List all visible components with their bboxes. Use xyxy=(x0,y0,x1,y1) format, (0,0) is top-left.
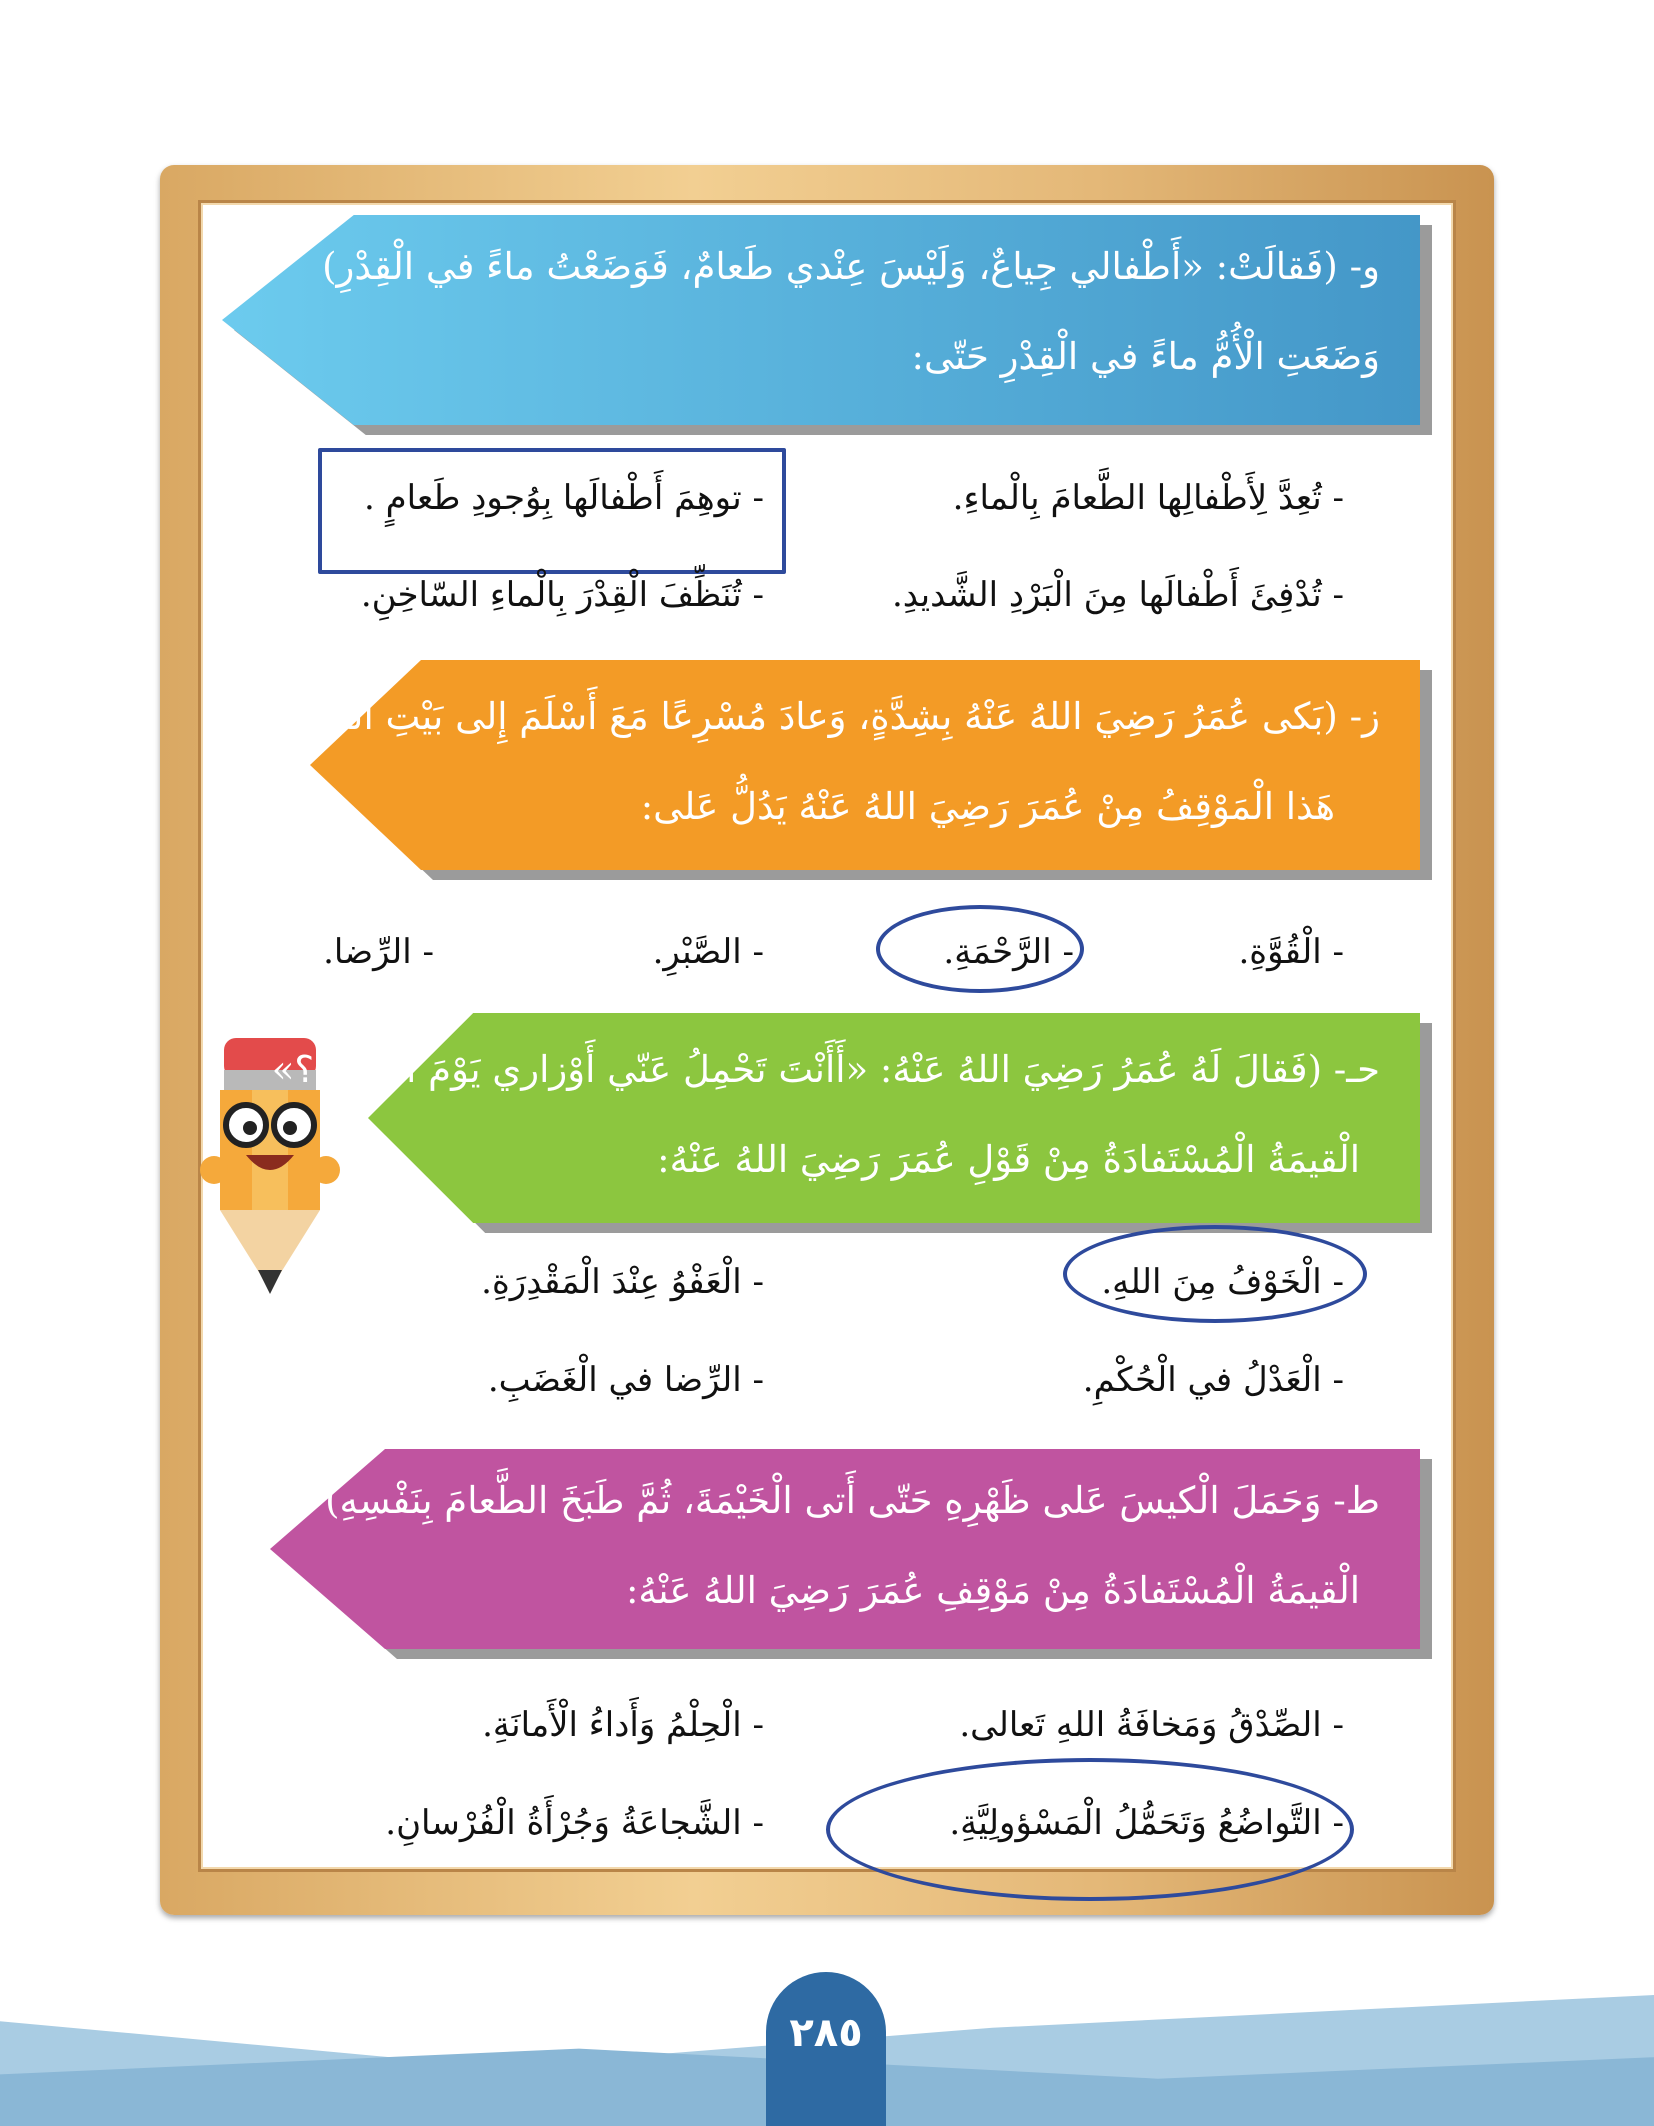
question-waw-quote: و- (فَقالَتْ: «أَطْفالي جِياعٌ، وَلَيْسَ عِنْدي طَعامٌ، فَوَضَعْتُ ماءً في الْقِدْرِ) xyxy=(322,245,1380,288)
answer-box-mark xyxy=(318,448,786,574)
option-ha-1[interactable]: - الْخَوْفُ مِنَ اللهِ. xyxy=(1101,1262,1344,1302)
option-waw-3[interactable]: - تُدْفِئَ أَطْفالَها مِنَ الْبَرْدِ الشَّديدِ. xyxy=(891,575,1344,615)
option-waw-2[interactable]: - توهِمَ أَطْفالَها بِوُجودِ طَعامٍ . xyxy=(364,478,764,518)
question-ha-quote: حـ- (فَقالَ لَهُ عُمَرُ رَضِيَ اللهُ عَنْهُ: «أَأَنْتَ تَحْمِلُ عَنّي أَوْزاري يَوْمَ الْقِيامَةِ؟» xyxy=(271,1048,1380,1091)
option-ta-4[interactable]: - الشَّجاعَةُ وَجُرْأَةُ الْفُرْسانِ. xyxy=(385,1803,764,1843)
question-zay-prompt: هَذا الْمَوْقِفُ مِنْ عُمَرَ رَضِيَ اللهُ عَنْهُ يَدُلُّ عَلى: xyxy=(640,785,1335,828)
option-ha-4[interactable]: - الرِّضا في الْغَضَبِ. xyxy=(487,1360,764,1400)
option-zay-2[interactable]: - الرَّحْمَةِ. xyxy=(943,932,1074,972)
question-waw-prompt: وَضَعَتِ الْأُمُّ ماءً في الْقِدْرِ حَتّى: xyxy=(911,335,1380,378)
question-ha-prompt: الْقيمَةُ الْمُسْتَفادَةُ مِنْ قَوْلِ عُمَرَ رَضِيَ اللهُ عَنْهُ: xyxy=(657,1138,1360,1181)
option-zay-1[interactable]: - الْقُوَّةِ. xyxy=(1238,932,1344,972)
option-waw-4[interactable]: - تُنَظِّفَ الْقِدْرَ بِالْماءِ السّاخِنِ. xyxy=(360,575,764,615)
question-waw-banner xyxy=(222,215,1420,425)
question-ta-quote: ط- وَحَمَلَ الْكيسَ عَلى ظَهْرِهِ حَتّى أَتى الْخَيْمَةَ، ثُمَّ طَبَخَ الطَّعامَ بِنَفْسِهِ) xyxy=(325,1479,1380,1522)
answer-circle-mark xyxy=(826,1758,1354,1901)
question-zay-banner xyxy=(248,660,1420,870)
answer-circle-mark xyxy=(1063,1225,1367,1323)
option-zay-4[interactable]: - الرِّضا. xyxy=(323,932,434,972)
question-zay-quote: ز- (بَكى عُمَرُ رَضِيَ اللهُ عَنْهُ بِشِدَّةٍ، وَعادَ مُسْرِعًا مَعَ أَسْلَمَ إِلى بَيْتِ الصَّدَقَةِ) xyxy=(248,695,1380,738)
option-waw-1[interactable]: - تُعِدَّ لِأَطْفالِها الطَّعامَ بِالْماءِ. xyxy=(952,478,1344,518)
question-ta-prompt: الْقيمَةُ الْمُسْتَفادَةُ مِنْ مَوْقِفِ عُمَرَ رَضِيَ اللهُ عَنْهُ: xyxy=(625,1569,1360,1612)
answer-circle-mark xyxy=(876,905,1084,993)
option-ha-3[interactable]: - الْعَدْلُ في الْحُكْمِ. xyxy=(1082,1360,1344,1400)
option-ta-1[interactable]: - الصِّدْقُ وَمَخافَةُ اللهِ تَعالى. xyxy=(959,1705,1344,1745)
page-number: ٢٨٥ xyxy=(789,2010,863,2056)
question-ta-banner xyxy=(270,1449,1420,1649)
option-ta-3[interactable]: - التَّواضُعُ وَتَحَمُّلُ الْمَسْؤولِيَّةِ. xyxy=(949,1803,1344,1843)
question-ha-banner xyxy=(271,1013,1420,1223)
option-ha-2[interactable]: - الْعَفْوُ عِنْدَ الْمَقْدِرَةِ. xyxy=(481,1262,764,1302)
option-ta-2[interactable]: - الْحِلْمُ وَأَداءُ الْأَمانَةِ. xyxy=(482,1705,764,1745)
option-zay-3[interactable]: - الصَّبْرِ. xyxy=(652,932,764,972)
